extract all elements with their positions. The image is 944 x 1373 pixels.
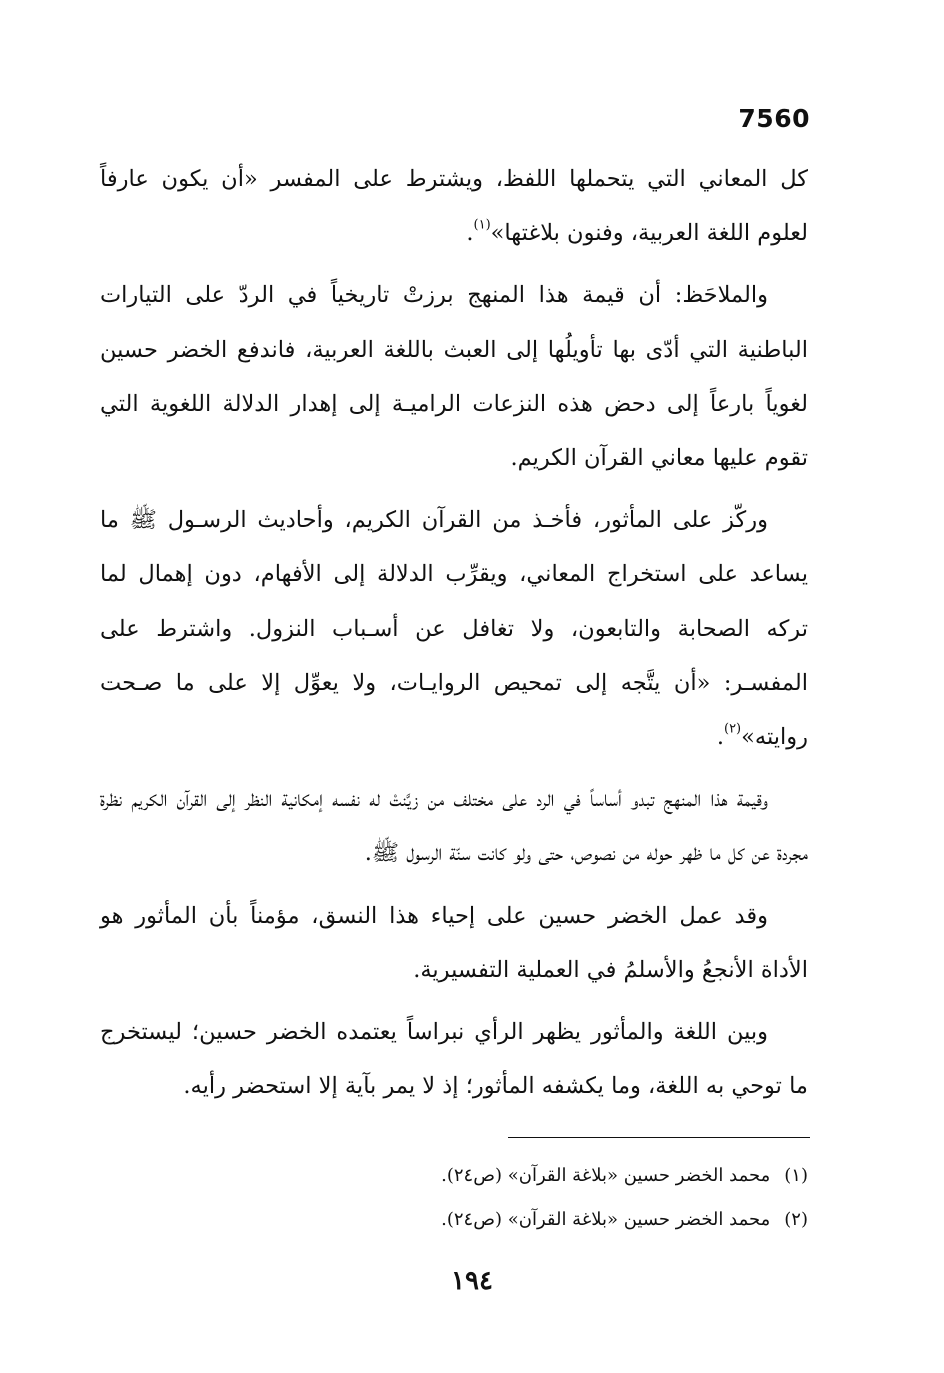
footnote-number: (٢) — [784, 1209, 808, 1230]
page-number: ١٩٤ — [451, 1266, 493, 1296]
footnote-2 — [100, 1198, 808, 1242]
page-identifier: 7560 — [738, 104, 810, 133]
footnote-1 — [100, 1154, 808, 1198]
paragraph-3 — [100, 493, 808, 764]
paragraph-1 — [100, 152, 808, 260]
footnote-ref-2: (٢) — [723, 721, 742, 737]
paragraph-2: والملاحَظ: أن قيمة هذا المنهج برزتْ تاريخياً في الردّ على التيارات الباطنية التي أدّى بها تأويلُها إلى العبث باللغة العربية، فاندفع الخضر حسين لغوياً بارعاً إلى دحض هذه النزعات الراميـة إلى إهدار الدلالة اللغوية التي تقوم عليها معاني القرآن الكريم. — [100, 282, 808, 472]
paragraph-text: كل المعاني التي يتحملها اللفظ، ويشترط على المفسر «أن يكون عارفاً لعلوم اللغة العربية، وفنون بلاغتها» — [100, 166, 808, 247]
footnote-number: (١) — [784, 1165, 808, 1186]
footnote-divider — [508, 1137, 810, 1138]
footnote-text: محمد الخضر حسين «بلاغة القرآن» (ص٢٤). — [441, 1209, 771, 1230]
footnote-text: محمد الخضر حسين «بلاغة القرآن» (ص٢٤). — [441, 1165, 771, 1186]
paragraph-end: . — [466, 220, 474, 247]
paragraph-end: . — [716, 724, 724, 751]
footnote-ref-1: (١) — [473, 217, 491, 233]
footnotes — [100, 1154, 808, 1242]
paragraph-text: وركّز على المأثور، فأخـذ من القرآن الكريم، وأحاديث الرسـول ﷺ ما يساعد على استخراج المعاني، ويقرِّب الدلالة إلى الأفهام، دون إهمال لما تركه الصحابة والتابعون، ولا تغافل عن أسـباب النزول. واشترط على المفسـر: «أن يتَّجه إلى تمحيص الروايـات، ولا يعوِّل إلا على ما صـحت روايته» — [100, 507, 808, 751]
paragraph-5: وقد عمل الخضر حسين على إحياء هذا النسق، مؤمناً بأن المأثور هو الأداة الأنجعُ والأسلمُ في العملية التفسيرية. — [100, 902, 808, 983]
paragraph-6: وبين اللغة والمأثور يظهر الرأي نبراساً يعتمده الخضر حسين؛ ليستخرج ما توحي به اللغة، وما يكشفه المأثور؛ إذ لا يمر بآية إلا استحضر رأيه. — [100, 1019, 808, 1100]
main-text — [100, 152, 808, 1121]
paragraph-4: وقيمة هذا المنهج تبدو أساساً في الرد على مختلف من زيَّنتْ له نفسه إمكانية النظر إلى القرآن الكريم نظرة مجردة عن كل ما ظهر حوله من نصوص، حتى ولو كانت سنّة الرسول ﷺ. — [100, 786, 808, 867]
